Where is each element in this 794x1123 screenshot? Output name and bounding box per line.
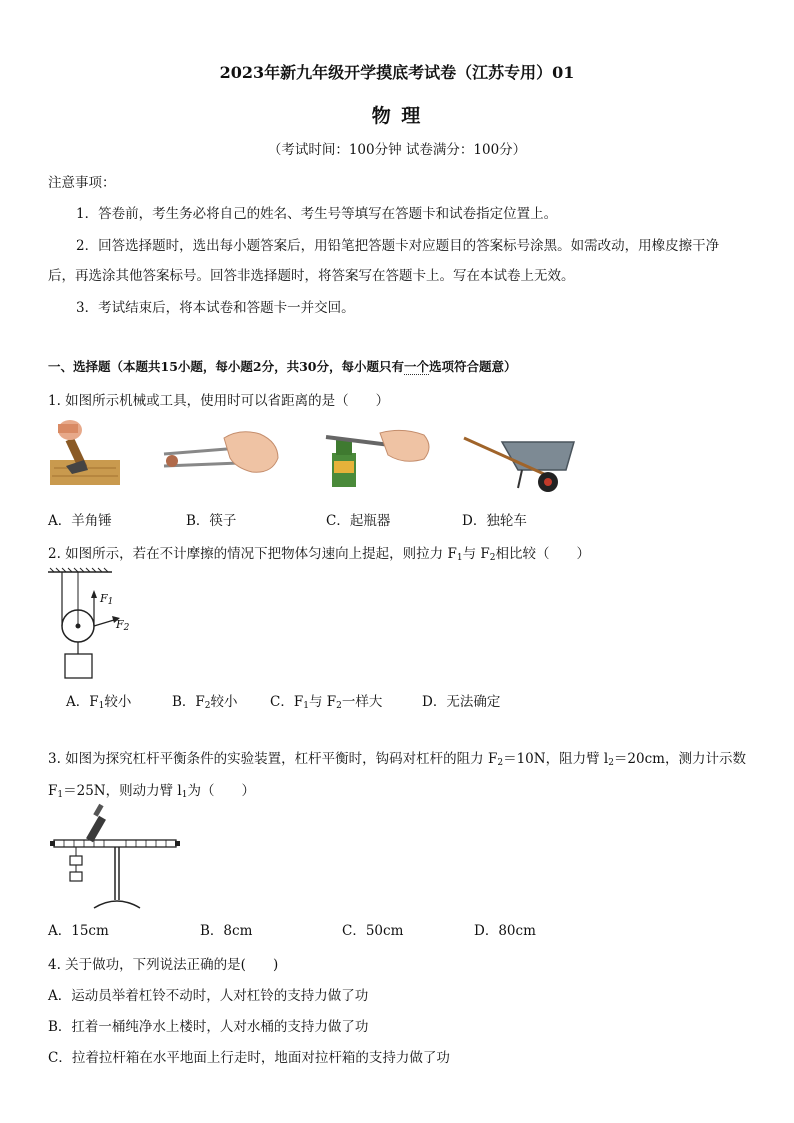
exam-title: 2023年新九年级开学摸底考试卷（江苏专用）01 — [219, 63, 575, 82]
q3-option-c[interactable]: C．50cm — [342, 923, 404, 939]
q2-option-c[interactable]: C．$F_1$与 $F_2$一样大 — [270, 694, 383, 711]
notes-heading: 注意事项： — [48, 175, 116, 191]
q4-option-c[interactable]: C．拉着拉杆箱在水平地面上行走时，地面对拉杆箱的支持力做了功 — [48, 1050, 450, 1066]
notes-item-1: 1．答卷前，考生务必将自己的姓名、考生号等填写在答题卡和试卷指定位置上。 — [76, 206, 558, 222]
lever-apparatus-diagram — [50, 804, 180, 910]
q1-stem: 1. 如图所示机械或工具，使用时可以省距离的是（ ） — [48, 393, 390, 409]
section-heading-emph: 一个 — [404, 359, 430, 374]
q4-option-b[interactable]: B．扛着一桶纯净水上楼时，人对水桶的支持力做了功 — [48, 1019, 369, 1035]
bottle-opener-image — [320, 425, 435, 487]
exam-info: （考试时间：100分钟 试卷满分：100分） — [267, 142, 527, 158]
section-heading-after: 选项符合题意） — [429, 359, 517, 374]
q4-stem: 4. 关于做功，下列说法正确的是( ) — [48, 957, 279, 973]
wheelbarrow-image — [462, 432, 582, 497]
section-heading-before: 一、选择题（本题共15小题，每小题2分，共30分，每小题只有 — [48, 359, 404, 374]
q2-stem-sub2: 2 — [489, 553, 496, 563]
q1-option-c[interactable]: C．起瓶器 — [326, 513, 391, 529]
q2-stem — [48, 542, 590, 563]
pulley-label-f1: $F_1$ — [100, 592, 114, 607]
q3-option-b[interactable]: B．8cm — [200, 923, 253, 939]
q2-option-a[interactable]: A．$F_1$较小 — [66, 694, 132, 711]
pulley-label-f2: $F_2$ — [116, 618, 130, 633]
q3-option-d[interactable]: D．80cm — [474, 923, 536, 939]
section-1-heading — [48, 357, 517, 375]
q2-option-b[interactable]: B．$F_2$较小 — [172, 694, 238, 711]
q1-option-b[interactable]: B．筷子 — [186, 513, 237, 529]
q1-option-d[interactable]: D．独轮车 — [462, 513, 527, 529]
q2-stem-c: 相比较（ ） — [495, 546, 590, 562]
notes-item-2-line-2: 后，再选涂其他答案标号。回答非选择题时，将答案写在答题卡上。写在本试卷上无效。 — [48, 268, 575, 284]
q3-option-a[interactable]: A．15cm — [48, 923, 109, 939]
notes-item-2-line-1: 2．回答选择题时，选出每小题答案后，用铅笔把答题卡对应题目的答案标号涂黑。如需改动，用橡皮擦干净 — [76, 238, 720, 254]
q1-option-a[interactable]: A．羊角锤 — [48, 513, 112, 529]
q2-stem-a: 2. 如图所示，若在不计摩擦的情况下把物体匀速向上提起，则拉力 F — [48, 546, 457, 562]
claw-hammer-image — [50, 418, 120, 488]
q2-stem-sub1: 1 — [456, 553, 463, 563]
q3-stem-line-1: 3. 如图为探究杠杆平衡条件的实验装置，杠杆平衡时，钩码对杠杆的阻力 $F_2=10N$，阻力臂 $l_2=20cm$，测力计示数 — [48, 751, 746, 768]
q2-stem-b: 与 F — [462, 546, 490, 562]
q2-option-d[interactable]: D．无法确定 — [422, 694, 501, 710]
chopsticks-image — [160, 428, 280, 478]
subject-title: 物 理 — [371, 105, 423, 127]
notes-item-3: 3．考试结束后，将本试卷和答题卡一并交回。 — [76, 300, 355, 316]
q3-stem-line-2: $F_1=25N$，则动力臂 $l_1$为（ ） — [48, 783, 255, 800]
q4-option-a[interactable]: A．运动员举着杠铃不动时，人对杠铃的支持力做了功 — [48, 988, 369, 1004]
